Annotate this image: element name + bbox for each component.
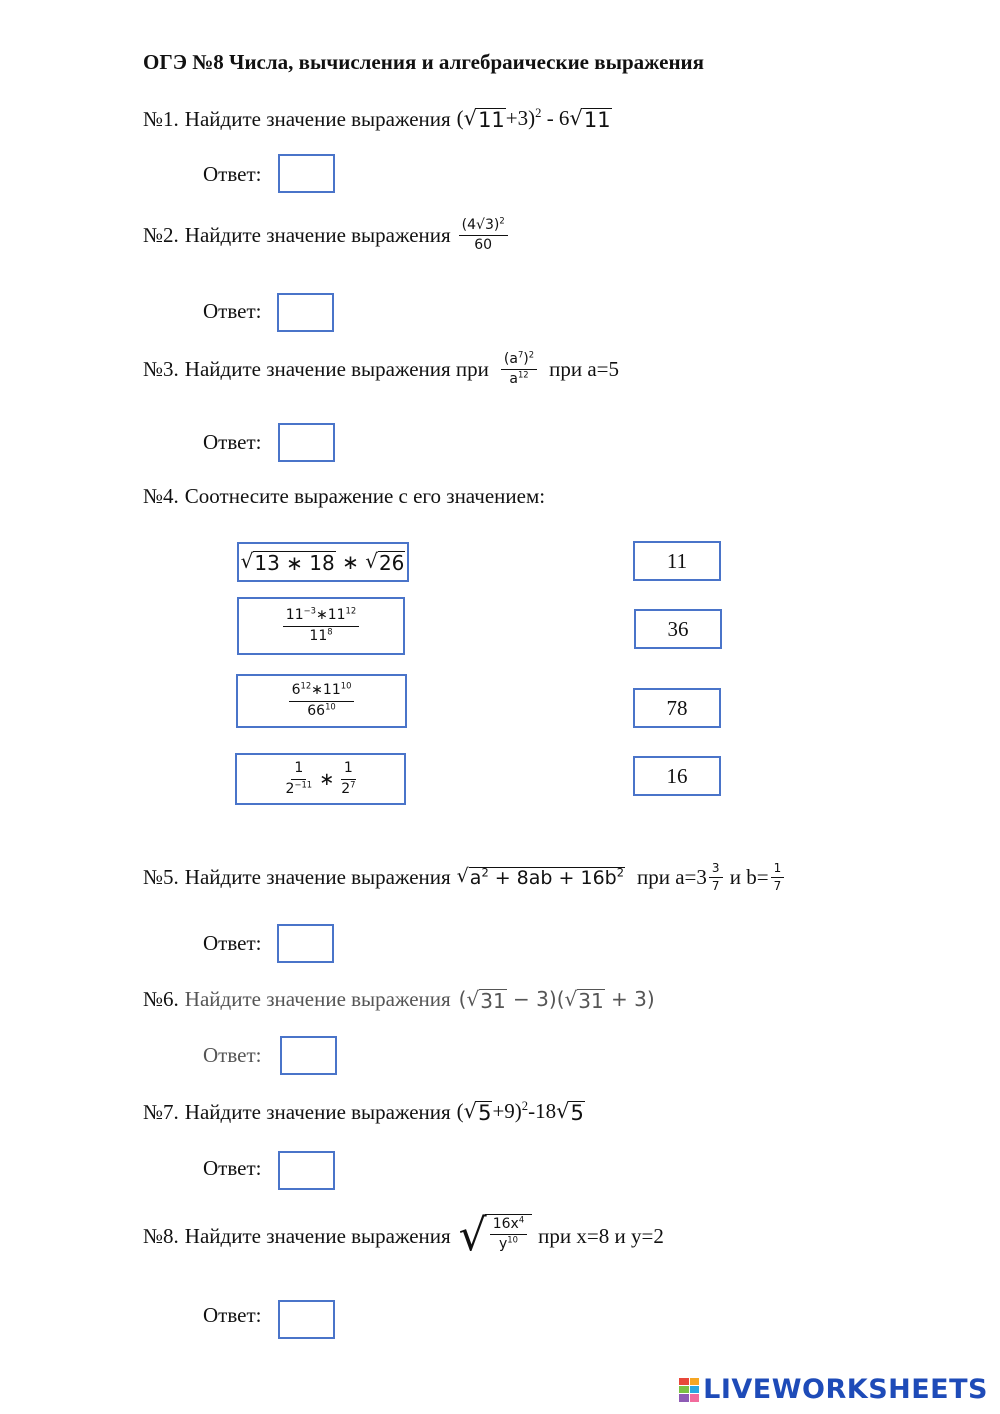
sqrt: √ 5 [556, 1099, 584, 1125]
task-1 [143, 106, 612, 132]
task-text: Найдите значение выражения [184, 1223, 451, 1248]
task-text: Найдите значение выражения при [184, 357, 489, 382]
task-8: №8. Найдите значение выражения √ $\frac{16x^4}{y^{10}}$ при x=8 и y=2 [143, 1210, 664, 1261]
liveworksheets-logo [679, 1374, 988, 1405]
logo-text: LIVEWORKSHEETS [703, 1374, 988, 1405]
match-expression-3[interactable] [236, 674, 407, 728]
task-number: №7. [143, 1099, 179, 1124]
task-7 [143, 1099, 585, 1125]
task-text: Соотнесите выражение с его значением: [184, 484, 546, 508]
sqrt: √ 11 [463, 106, 505, 132]
match-value-3[interactable]: 78 [633, 688, 721, 728]
task-number: №5. [143, 865, 179, 890]
fraction: $\frac{(4√3)^2}{60}$ [459, 218, 508, 254]
fraction: $\frac{3}{7}$ [709, 862, 723, 893]
answer-input-1[interactable] [278, 154, 335, 193]
logo-icon [679, 1378, 699, 1402]
answer-input-5[interactable] [277, 924, 334, 963]
task-6 [143, 987, 655, 1012]
fraction: $\frac{1}{2^7}$ [341, 760, 356, 797]
sqrt: √ $\frac{16x^4}{y^{10}}$ [459, 1214, 533, 1258]
task-4 [143, 484, 545, 509]
answer-label: Ответ: [203, 931, 262, 955]
fraction: $\frac{6^{12}∗11^{10}}{66^{10}}$ [289, 683, 355, 719]
answer-input-8[interactable] [278, 1300, 335, 1339]
fraction: $\frac{(a^7)^2}{a^{12}}$ [501, 352, 537, 388]
answer-label: Ответ: [203, 1303, 262, 1327]
fraction: $\frac{11^{-3}∗11^{12}}{11^8}$ [283, 608, 359, 644]
fraction: $\frac{1}{7}$ [771, 862, 785, 893]
answer-label: Ответ: [203, 162, 262, 186]
expression: ( √ 31 − 3)( √ 31 + 3) [458, 987, 655, 1013]
sqrt: √ $a^2 + 8ab + 16b^2$ [456, 864, 624, 889]
task-number: №4. [143, 484, 179, 508]
page-title: ОГЭ №8 Числа, вычисления и алгебраические выражения [143, 50, 705, 74]
task-number: №6. [143, 987, 179, 1011]
answer-label: Ответ: [203, 1156, 262, 1180]
task-text: Найдите значение выражения [184, 865, 451, 890]
task-5: №5. Найдите значение выражения √ $a^2 + 8ab + 16b^2$ при a=3 $\frac{3}{7}$ и b= $\frac{1}{7}$ [143, 862, 786, 893]
task-number: №8. [143, 1223, 179, 1248]
match-value-1[interactable]: 11 [633, 541, 721, 581]
task-text: Найдите значение выражения [184, 987, 451, 1011]
match-value-4[interactable]: 16 [633, 756, 721, 796]
match-value-2[interactable]: 36 [634, 609, 722, 649]
task-text: Найдите значение выражения [184, 106, 451, 131]
sqrt: √ 5 [463, 1099, 492, 1125]
expression: ( √ 11 +3)$^2$ - 6 √ 11 [456, 106, 611, 132]
task-number: №2. [143, 223, 179, 248]
task-number: №1. [143, 106, 179, 131]
task-text: Найдите значение выражения [184, 1099, 451, 1124]
answer-label: Ответ: [203, 299, 262, 323]
expression: ( √ 5 +9)$^2$-18 √ 5 [456, 1099, 584, 1125]
task-3: №3. Найдите значение выражения при $\frac{(a^7)^2}{a^{12}}$ при a=5 [143, 349, 619, 388]
sqrt: √ 11 [569, 106, 611, 132]
answer-label: Ответ: [203, 430, 262, 454]
answer-label: Ответ: [203, 1043, 262, 1067]
task-text: Найдите значение выражения [184, 223, 451, 248]
task-number: №3. [143, 357, 179, 382]
answer-input-6[interactable] [280, 1036, 337, 1075]
match-expression-4[interactable]: $\frac{1}{2^{-11}}$ ∗ $\frac{1}{2^7}$ [235, 753, 406, 805]
task-2 [143, 215, 512, 254]
answer-input-2[interactable] [277, 293, 334, 332]
match-expression-1[interactable]: √ 13 ∗ 18 ∗ √ 26 [237, 542, 409, 582]
fraction: $\frac{16x^4}{y^{10}}$ [490, 1217, 527, 1253]
answer-input-7[interactable] [278, 1151, 335, 1190]
match-expression-2[interactable] [237, 597, 405, 655]
fraction: $\frac{1}{2^{-11}}$ [285, 760, 313, 797]
answer-input-3[interactable] [278, 423, 335, 462]
